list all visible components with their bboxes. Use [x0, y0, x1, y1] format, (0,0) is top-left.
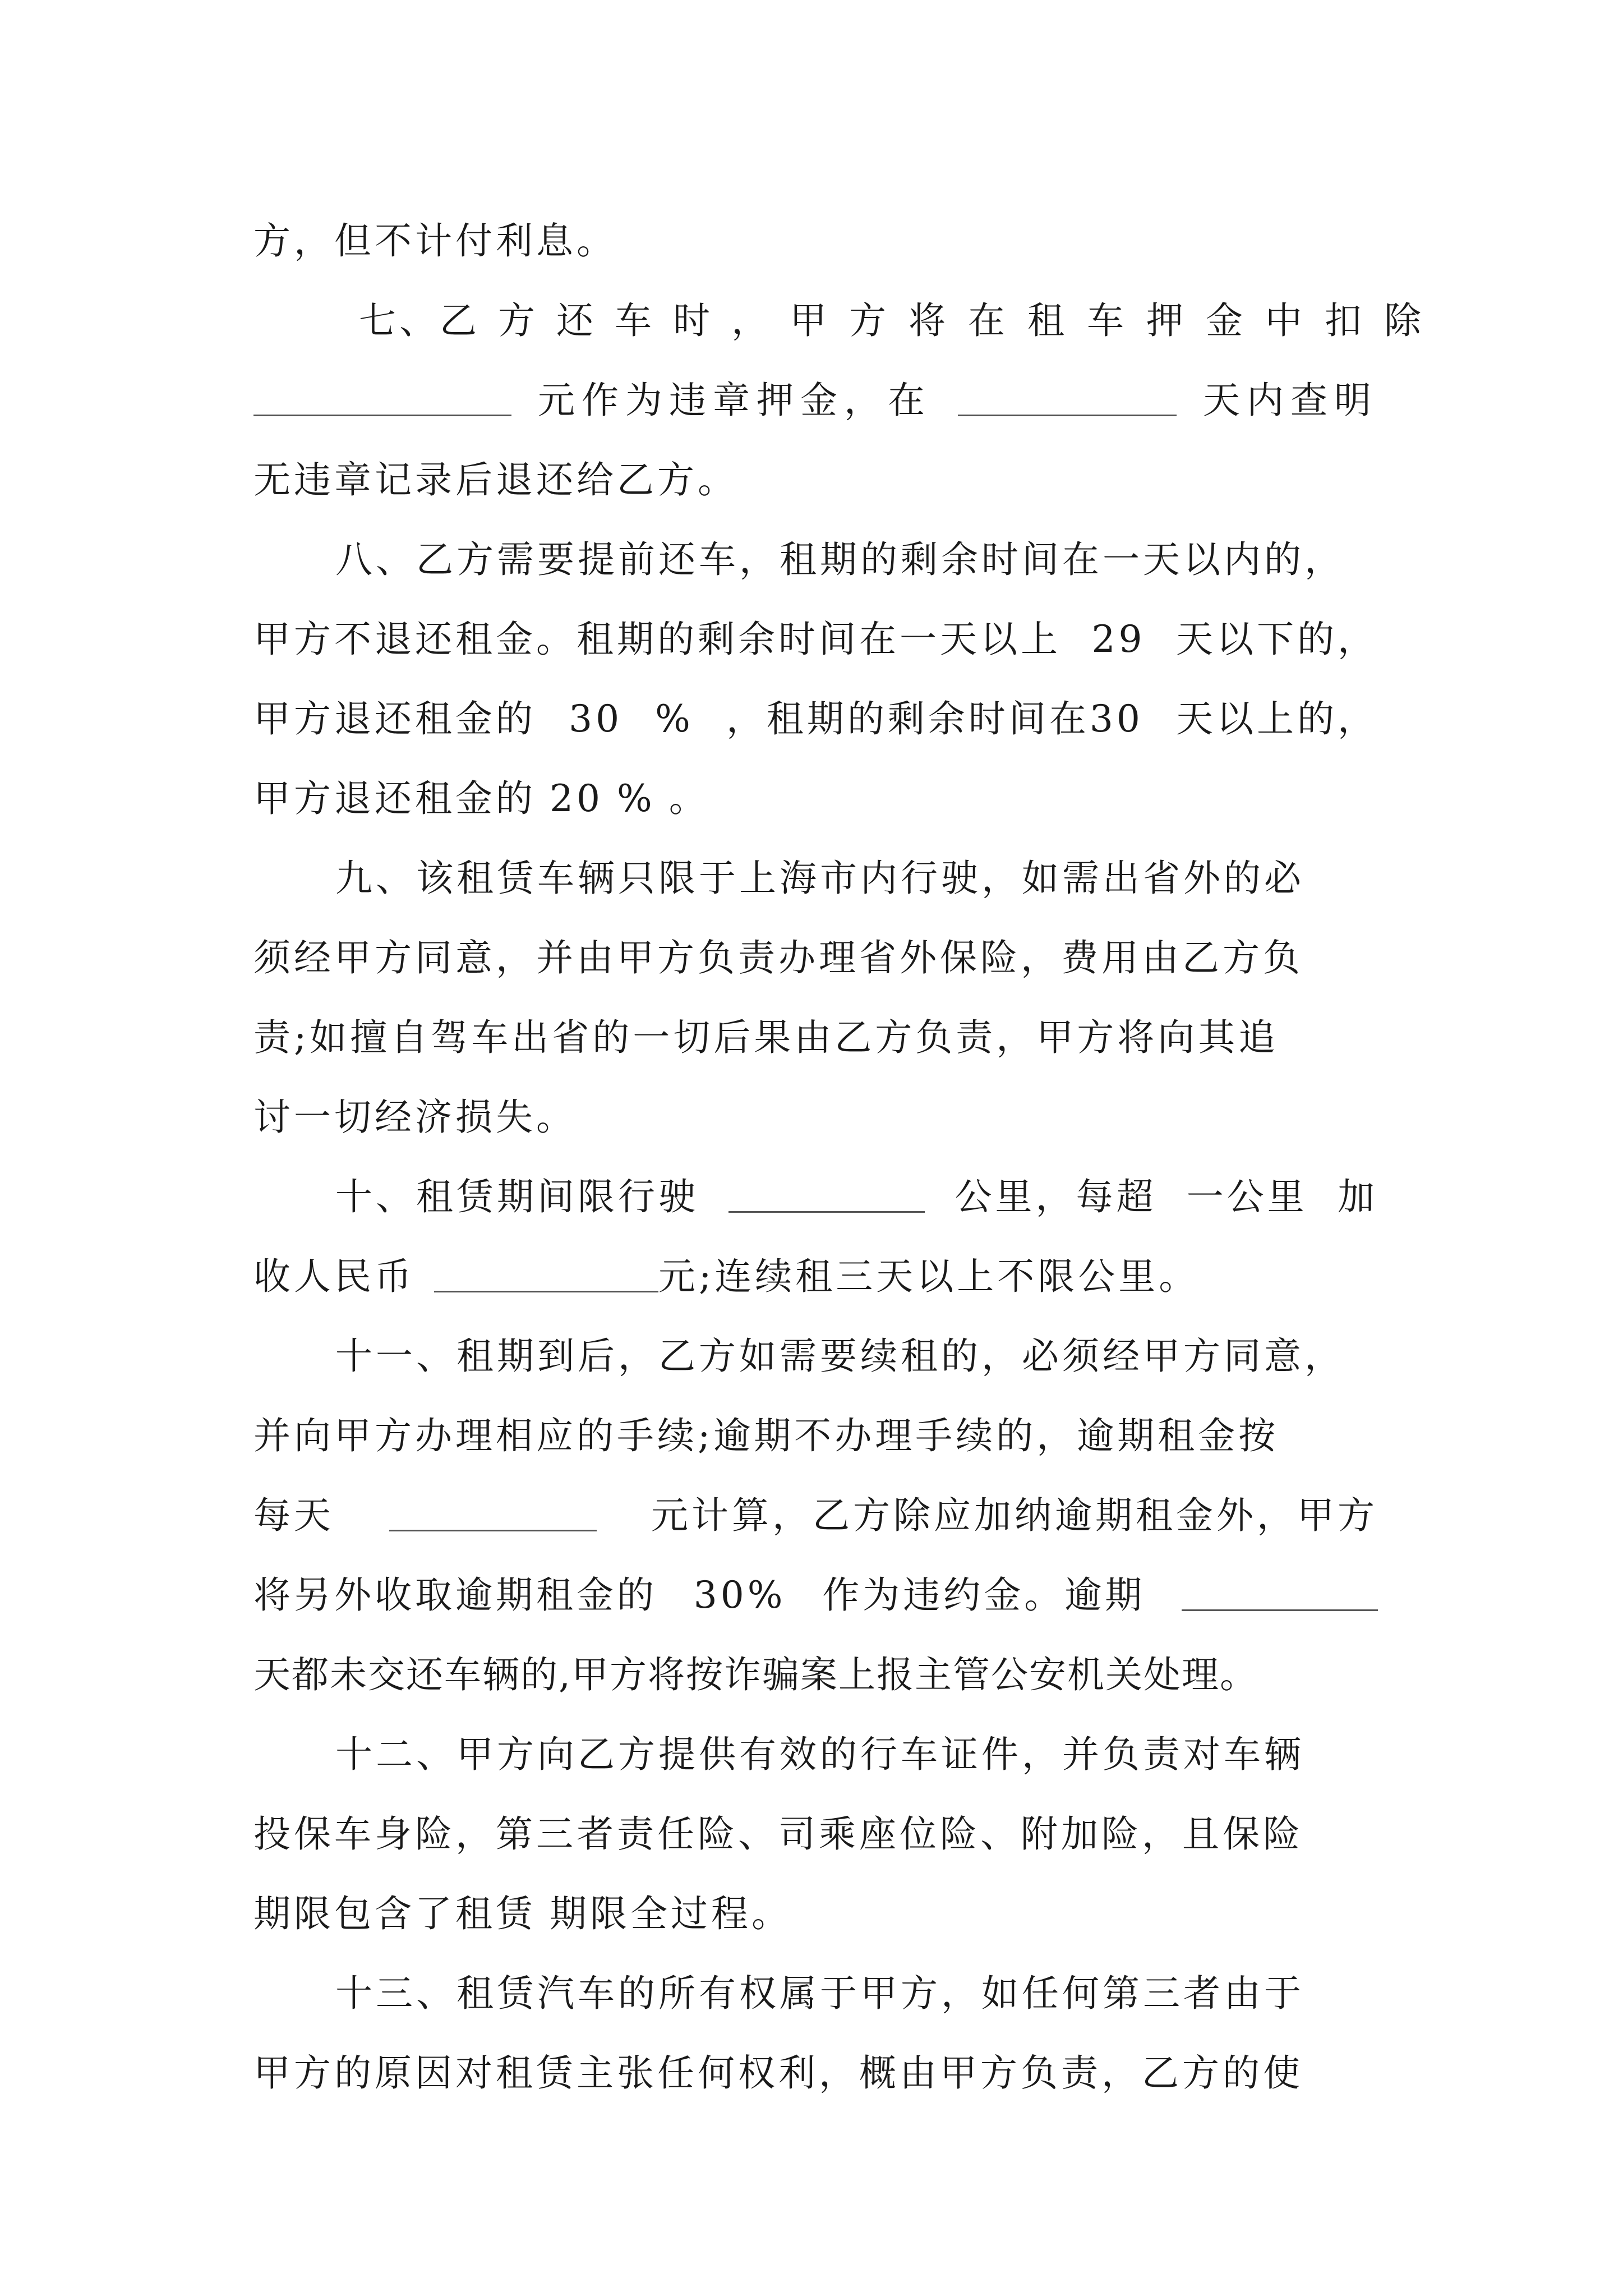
clause-10-line — [335, 1163, 1378, 1231]
number-value: 30 — [569, 697, 623, 740]
text-segment: 元作为违章押金，在 — [538, 379, 932, 422]
text-line — [253, 2040, 1378, 2107]
text-line — [253, 1482, 1378, 1549]
text-segment: 加 — [1338, 1175, 1378, 1218]
text-segment: 元;连续租三天以上不限公里。 — [658, 1255, 1200, 1298]
text-segment: 讨一切经济损失。 — [253, 1096, 577, 1139]
text-segment: 元计算，乙方除应加纳逾期租金外，甲方 — [651, 1494, 1378, 1537]
text-line — [253, 1880, 1378, 1948]
text-segment: 十、租赁期间限行驶 — [335, 1175, 699, 1218]
text-segment: 方，但不计付利息。 — [253, 219, 617, 263]
text-segment: ，租期的剩余时间在30 — [726, 697, 1144, 740]
fill-in-blank[interactable] — [389, 1496, 597, 1531]
fill-in-blank[interactable] — [728, 1177, 925, 1213]
clause-number: 七、 — [359, 299, 440, 342]
text-segment: 投保车身险，第三者责任险、司乘座位险、附加险，且保险 — [253, 1812, 1303, 1856]
text-segment: 十二、甲方向乙方提供有效的行车证件，并负责对车辆 — [335, 1733, 1304, 1776]
clause-11-line — [335, 1323, 1378, 1390]
text-segment: 作为违约金。逾期 — [822, 1573, 1146, 1617]
text-segment: 。 — [668, 777, 709, 820]
text-segment: 十一、租期到后，乙方如需要续租的，必须经甲方同意， — [335, 1335, 1345, 1378]
clause-7-line — [359, 287, 1444, 355]
text-line — [253, 924, 1378, 992]
text-segment: 公里，每超 — [955, 1175, 1157, 1218]
fill-in-blank[interactable] — [958, 381, 1177, 416]
text-segment: 期限包含了租赁 — [253, 1892, 536, 1935]
number-value: 30% — [693, 1573, 786, 1617]
text-segment: 责;如擅自驾车出省的一切后果由乙方负责，甲方将向其追 — [253, 1016, 1279, 1059]
text-line — [253, 765, 1378, 832]
text-segment: 十三、租赁汽车的所有权属于甲方，如任何第三者由于 — [335, 1972, 1304, 2015]
text-line — [253, 447, 1378, 514]
percent-sign: % — [655, 697, 694, 740]
fill-in-blank[interactable] — [434, 1257, 658, 1292]
text-segment: 天都未交还车辆的,甲方将按诈骗案上报主管公安机关处理。 — [253, 1653, 1258, 1696]
text-line — [253, 1641, 1378, 1709]
text-line — [253, 1004, 1378, 1071]
text-line — [253, 367, 1378, 434]
text-segment: 无违章记录后退还给乙方。 — [253, 458, 738, 501]
text-segment: 甲方退还租金的 — [253, 697, 536, 740]
text-segment: 乙方还车时， — [440, 299, 790, 342]
text-line — [253, 1562, 1378, 1629]
fill-in-blank[interactable] — [253, 381, 511, 416]
text-segment: 天以上的， — [1176, 697, 1378, 740]
clause-8-line — [335, 526, 1378, 593]
text-segment: 一公里 — [1186, 1175, 1308, 1218]
text-line — [253, 1243, 1378, 1310]
text-segment: 九、该租赁车辆只限于上海市内行驶，如需出省外的必 — [335, 857, 1304, 900]
text-segment: 甲方退还租金的 — [253, 777, 536, 820]
text-line — [253, 1402, 1378, 1470]
number-value: 20 — [550, 777, 603, 820]
text-line — [253, 685, 1378, 753]
text-line — [253, 208, 1378, 275]
text-segment: 甲方将在租车押金中扣除 — [790, 299, 1444, 342]
clause-9-line — [335, 845, 1378, 912]
fill-in-blank[interactable] — [1182, 1576, 1378, 1611]
text-segment: 天内查明 — [1203, 379, 1378, 422]
text-line — [253, 606, 1378, 673]
number-value: 29 — [1091, 618, 1146, 661]
clause-12-line — [335, 1721, 1378, 1788]
text-segment: 收人民币 — [253, 1255, 415, 1298]
percent-sign: % — [616, 777, 656, 820]
clause-13-line — [335, 1960, 1378, 2027]
text-segment: 天以下的， — [1175, 618, 1378, 661]
text-segment: 须经甲方同意，并由甲方负责办理省外保险，费用由乙方负 — [253, 936, 1303, 979]
text-segment: 将另外收取逾期租金的 — [253, 1573, 657, 1617]
text-segment: 每天 — [253, 1494, 334, 1537]
text-segment: 八、乙方需要提前还车，租期的剩余时间在一天以内的， — [335, 538, 1345, 581]
text-line — [253, 1801, 1378, 1868]
text-segment: 甲方的原因对租赁主张任何权利，概由甲方负责，乙方的使 — [253, 2051, 1303, 2095]
text-line — [253, 1084, 1378, 1151]
text-segment: 甲方不退还租金。租期的剩余时间在一天以上 — [253, 618, 1061, 661]
text-segment: 期限全过程。 — [550, 1892, 792, 1935]
text-segment: 并向甲方办理相应的手续;逾期不办理手续的，逾期租金按 — [253, 1414, 1279, 1457]
